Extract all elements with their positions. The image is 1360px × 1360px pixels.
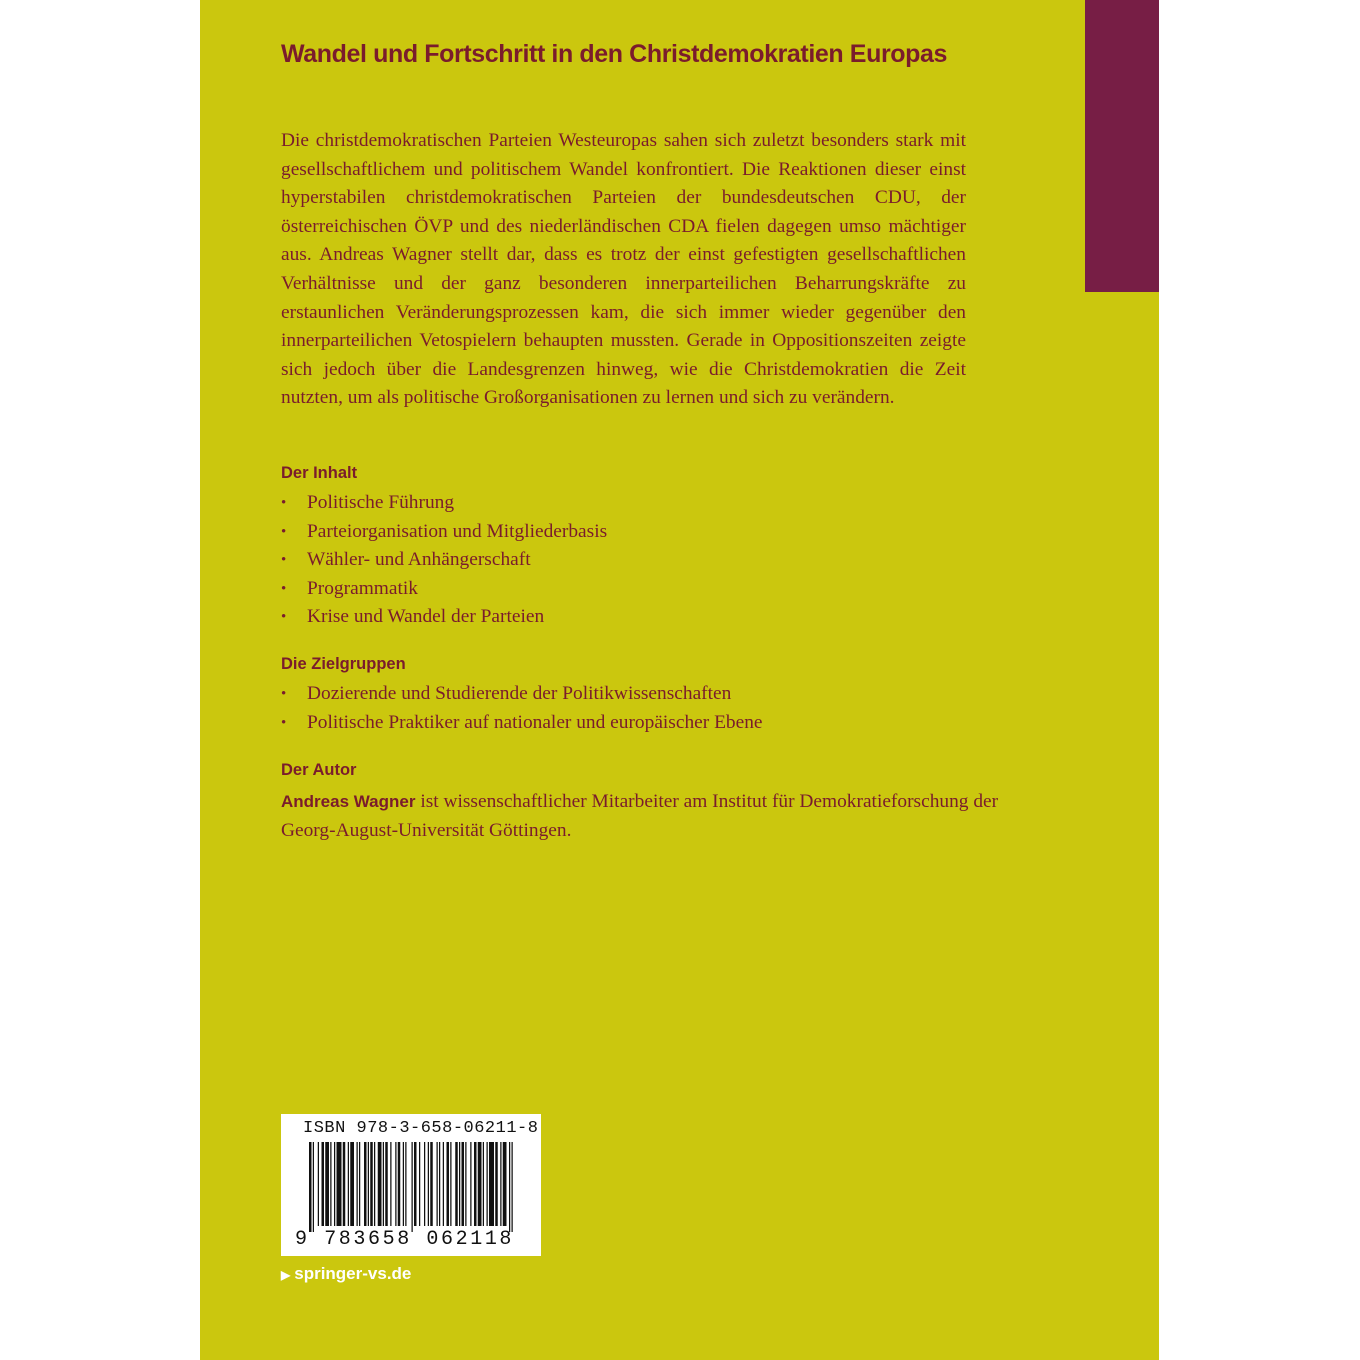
contents-heading: Der Inhalt — [281, 464, 358, 482]
barcode-bars — [309, 1142, 514, 1232]
author-name: Andreas Wagner — [281, 792, 416, 811]
bullet-icon: • — [281, 609, 287, 626]
author-heading: Der Autor — [281, 761, 357, 779]
list-item: • Wähler- und Anhängerschaft — [281, 546, 607, 575]
bullet-icon: • — [281, 552, 287, 569]
play-arrow-icon: ▶ — [281, 1268, 291, 1282]
publisher-link[interactable] — [281, 1264, 411, 1284]
bullet-icon: • — [281, 495, 287, 511]
list-item: • Parteiorganisation und Mitgliederbasis — [281, 518, 607, 547]
book-back-cover — [200, 0, 1159, 1360]
barcode-digits: 9 783658 062118 — [295, 1228, 515, 1251]
list-item: • Politische Führung — [281, 489, 607, 518]
list-item: • Politische Praktiker auf nationaler und europäischer Ebene — [281, 709, 763, 738]
author-bio: Andreas Wagner ist wissenschaftlicher Mitarbeiter am Institut für Demokratieforschung der Georg-August-Universität Göttingen. — [281, 791, 999, 841]
audience-list — [281, 680, 763, 737]
bullet-icon: • — [281, 714, 287, 731]
isbn-barcode — [281, 1114, 541, 1256]
book-title: Wandel und Fortschritt in den Christdemokratien Europas — [281, 40, 948, 68]
list-item: • Dozierende und Studierende der Politikwissenschaften — [281, 680, 763, 709]
accent-bar — [1085, 0, 1159, 292]
publisher-url: springer-vs.de — [294, 1264, 412, 1283]
audience-heading: Die Zielgruppen — [281, 655, 406, 673]
blurb-paragraph: Die christdemokratischen Parteien Westeuropas sahen sich zuletzt besonders stark mit gesellschaftlichem und politischem Wandel konfrontiert. Die Reaktionen dieser einst hyperstabilen christdemokratischen Parteien der bundesdeutschen CDU, der österreichischen ÖVP und des niederländischen CDA fielen dagegen umso mächtiger aus. Andreas Wagner stellt dar, dass es trotz der einst gefestigten gesellschaftlichen Verhältnisse und der ganz besonderen innerparteilichen Beharrungskräfte zu erstaunlichen Veränderungsprozessen kam, die sich immer wieder gegenüber den innerparteilichen Vetospielern behaupten mussten. Gerade in Oppositionszeiten zeigte sich jedoch über die Landesgrenzen hinweg, wie die Christdemokratien die Zeit nutzten, um als politische Großorganisationen zu lernen und sich zu verändern. — [281, 130, 966, 409]
bullet-icon: • — [281, 580, 287, 597]
bullet-icon: • — [281, 523, 287, 540]
isbn-label: ISBN 978-3-658-06211-8 — [303, 1119, 539, 1138]
bullet-icon: • — [281, 686, 287, 702]
list-item: • Programmatik — [281, 575, 607, 604]
list-item: • Krise und Wandel der Parteien — [281, 603, 607, 632]
contents-list — [281, 489, 607, 632]
